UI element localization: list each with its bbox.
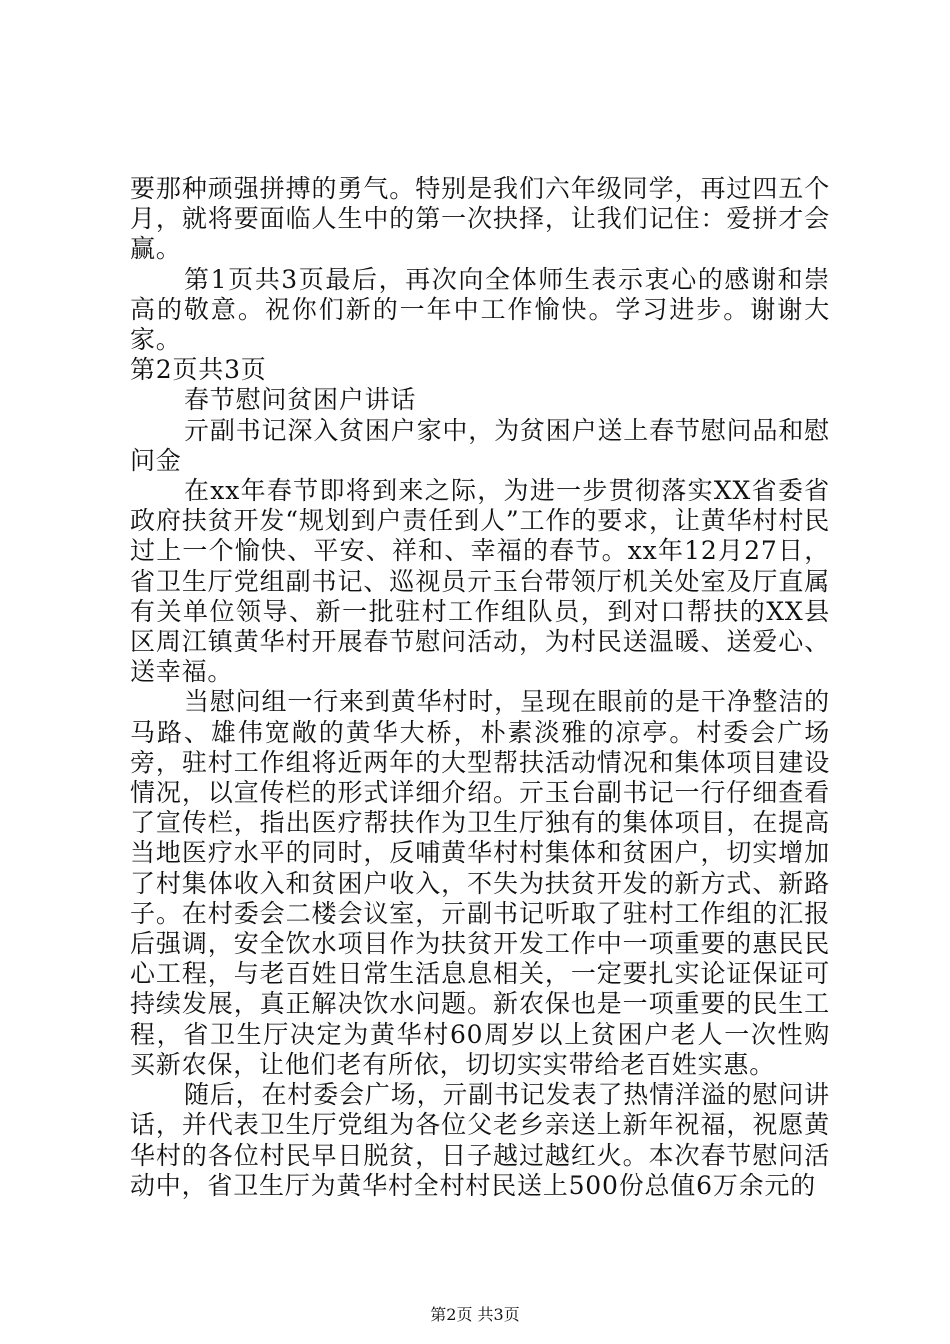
article-title: 春节慰问贫困户讲话 xyxy=(184,385,417,415)
paragraph-closing: 第1页共3页最后，再次向全体师生表示衷心的感谢和崇高的敬意。祝你们新的一年中工作愉快。学习进步。谢谢大家。 xyxy=(130,264,830,355)
document-body xyxy=(130,174,830,1201)
page-footer: 第2页 共3页 xyxy=(430,1305,520,1324)
page-marker: 第2页共3页 xyxy=(130,355,267,385)
paragraph-visit: 当慰问组一行来到黄华村时，呈现在眼前的是干净整洁的马路、雄伟宽敞的黄华大桥，朴素淡雅的凉亭。村委会广场旁，驻村工作组将近两年的大型帮扶活动情况和集体项目建设情况，以宣传栏的形式详细介绍。亓玉台副书记一行仔细查看了宣传栏，指出医疗帮扶作为卫生厅独有的集体项目，在提高当地医疗水平的同时，反哺黄华村村集体和贫困户，切实增加了村集体收入和贫困户收入，不失为扶贫开发的新方式、新路子。在村委会二楼会议室，亓副书记听取了驻村工作组的汇报后强调，安全饮水项目作为扶贫开发工作中一项重要的惠民民心工程，与老百姓日常生活息息相关，一定要扎实论证保证可持续发展，真正解决饮水问题。新农保也是一项重要的民生工程，省卫生厅决定为黄华村60周岁以上贫困户老人一次性购买新农保，让他们老有所依，切切实实带给老百姓实惠。 xyxy=(130,687,830,1079)
paragraph-continuation: 要那种顽强拼搏的勇气。特别是我们六年级同学，再过四五个月，就将要面临人生中的第一次抉择，让我们记住：爱拼才会赢。 xyxy=(130,174,830,264)
paragraph-intro: 在xx年春节即将到来之际，为进一步贯彻落实XX省委省政府扶贫开发“规划到户责任到人”工作的要求，让黄华村村民过上一个愉快、平安、祥和、幸福的春节。xx年12月27日，省卫生厅党组副书记、巡视员亓玉台带领厅机关处室及厅直属有关单位领导、新一批驻村工作组队员，到对口帮扶的XX县区周江镇黄华村开展春节慰问活动，为村民送温暖、送爱心、送幸福。 xyxy=(130,476,830,687)
article-subtitle: 亓副书记深入贫困户家中，为贫困户送上春节慰问品和慰问金 xyxy=(130,415,830,475)
paragraph-speech: 随后，在村委会广场，亓副书记发表了热情洋溢的慰问讲话，并代表卫生厅党组为各位父老乡亲送上新年祝福，祝愿黄华村的各位村民早日脱贫，日子越过越红火。本次春节慰问活动中，省卫生厅为黄华村全村村民送上500份总值6万余元的 xyxy=(130,1080,830,1200)
